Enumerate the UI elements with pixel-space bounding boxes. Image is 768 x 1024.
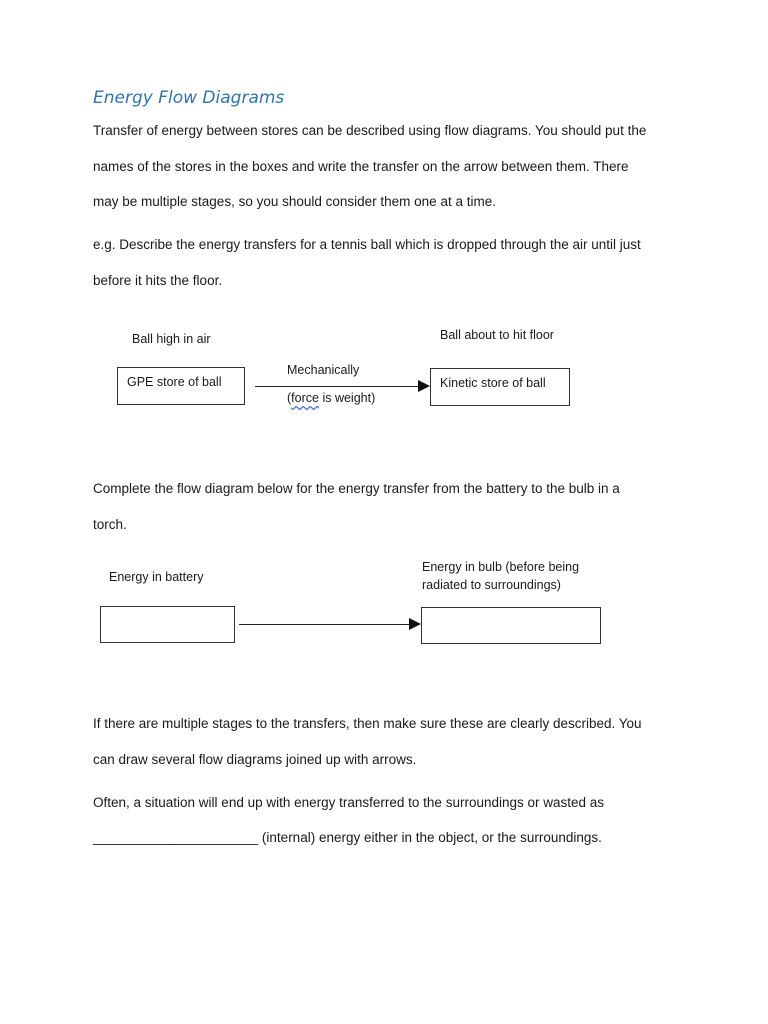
- page-title: Energy Flow Diagrams: [93, 88, 285, 108]
- diagram2-arrow-line: [239, 624, 409, 625]
- diagram1-right-box: [430, 368, 570, 406]
- stages-line-1: If there are multiple stages to the transfers, then make sure these are clearly described. You: [93, 716, 642, 731]
- diagram1-right-label: Ball about to hit floor: [440, 328, 554, 342]
- diagram2-right-label-1: Energy in bulb (before being: [422, 560, 580, 574]
- diagram2-right-label-2: radiated to surroundings): [422, 578, 561, 592]
- ending-line-1: Often, a situation will end up with energy transferred to the surroundings or wasted as: [93, 795, 605, 810]
- diagram2-left-answer-box[interactable]: [100, 606, 235, 643]
- example-line-1: e.g. Describe the energy transfers for a tennis ball which is dropped through the air until just: [93, 237, 641, 252]
- diagram1-left-box-text: GPE store of ball: [127, 375, 222, 389]
- example-line-2: before it hits the floor.: [93, 273, 223, 288]
- diagram1-arrow-top-label: Mechanically: [287, 363, 360, 377]
- diagram1-left-label: Ball high in air: [132, 332, 211, 346]
- diagram1-right-box-text: Kinetic store of ball: [440, 376, 546, 390]
- task-line-1: Complete the flow diagram below for the energy transfer from the battery to the bulb in a: [93, 481, 620, 496]
- diagram1-left-box: [117, 367, 245, 405]
- arrow-bottom-word: force: [291, 391, 319, 405]
- diagram1-arrow-bottom-label: [287, 391, 375, 405]
- arrow-bottom-paren: (: [287, 391, 292, 405]
- diagram2-right-answer-box[interactable]: [421, 607, 601, 644]
- diagram1-arrow-line: [255, 386, 418, 387]
- diagram1-arrow-head-icon: [418, 380, 430, 392]
- ending-line-2: ______________________ (internal) energy either in the object, or the surroundings.: [93, 830, 602, 845]
- arrow-bottom-rest: is weight): [318, 391, 376, 405]
- stages-line-2: can draw several flow diagrams joined up with arrows.: [93, 752, 417, 767]
- intro-line-2: names of the stores in the boxes and write the transfer on the arrow between them. There: [93, 159, 629, 174]
- diagram2-arrow-head-icon: [409, 618, 421, 630]
- intro-line-3: may be multiple stages, so you should consider them one at a time.: [93, 194, 496, 209]
- diagram2-left-label: Energy in battery: [109, 570, 204, 584]
- intro-line-1: Transfer of energy between stores can be described using flow diagrams. You should put the: [93, 123, 647, 138]
- task-line-2: torch.: [93, 517, 127, 532]
